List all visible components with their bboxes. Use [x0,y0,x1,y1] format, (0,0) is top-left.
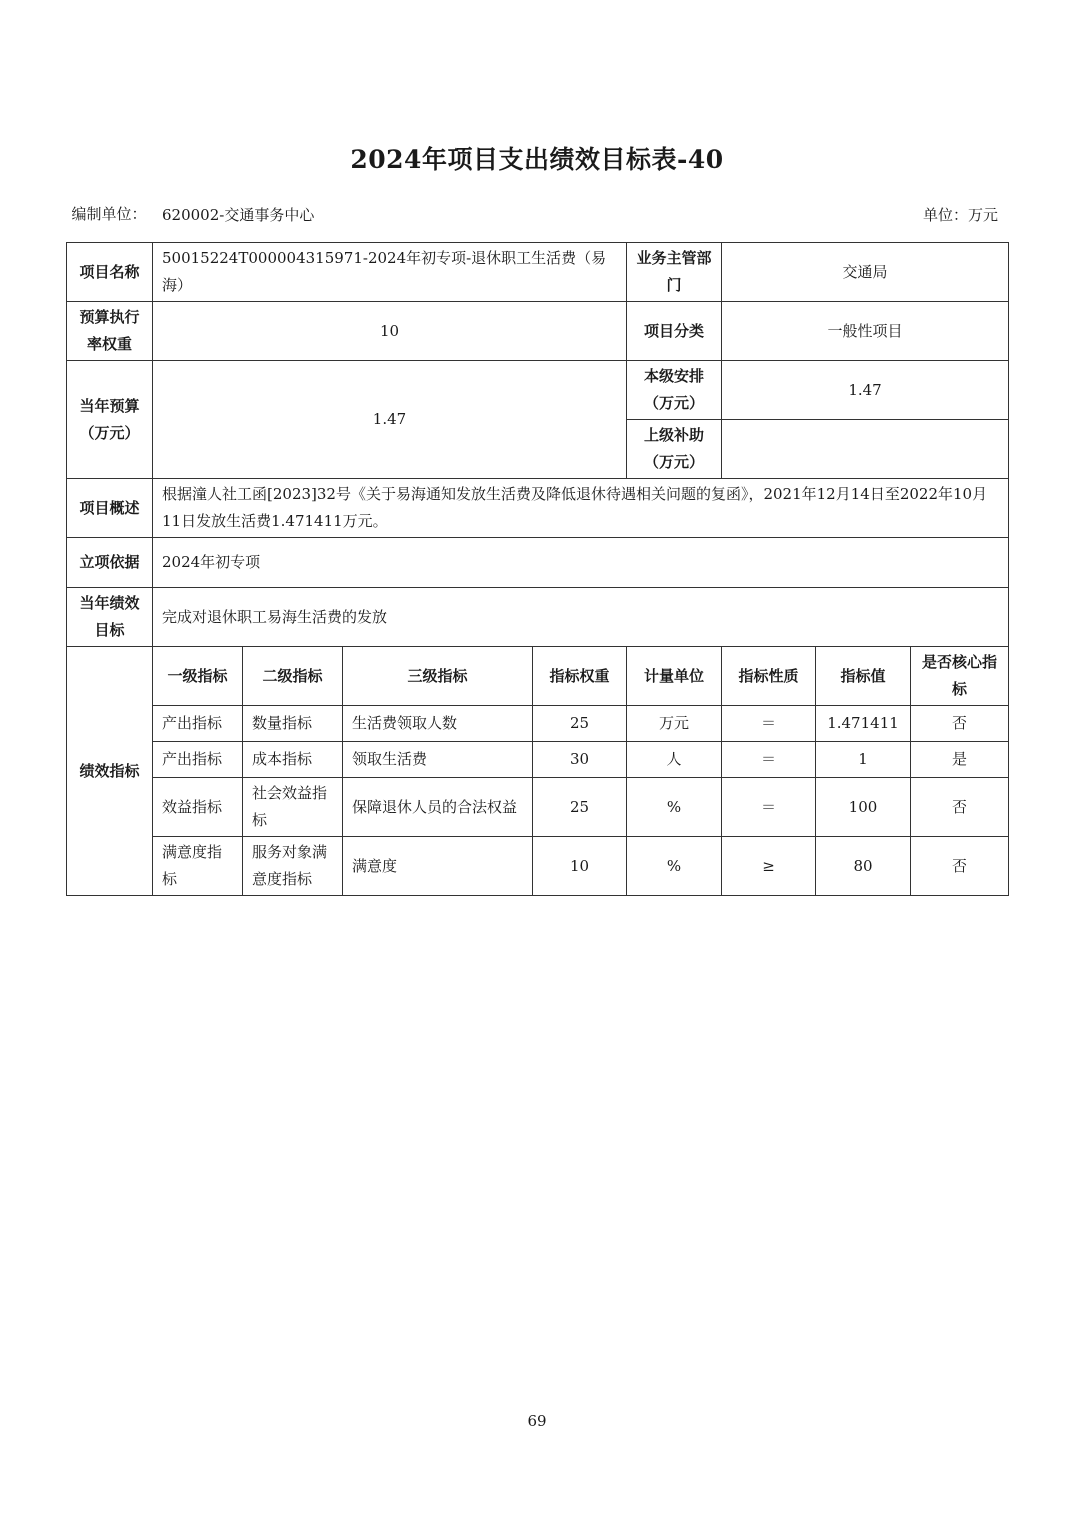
budget-label: 当年预算（万元） [67,361,153,479]
unit-cell: 人 [627,742,722,778]
weight-value: 10 [153,302,627,361]
level3-cell: 生活费领取人数 [343,706,533,742]
dept-value: 交通局 [722,243,1009,302]
overview-value: 根据潼人社工函[2023]32号《关于易海通知发放生活费及降低退休待遇相关问题的复函》，2021年12月14日至2022年10月11日发放生活费1.471411万元。 [153,479,1009,538]
nature-cell: ＝ [722,742,816,778]
indicator-header: 一级指标 [153,647,243,706]
indicator-header: 是否核心指标 [911,647,1009,706]
indicator-header: 三级指标 [343,647,533,706]
value-cell: 100 [816,778,911,837]
table-row [67,837,1009,896]
value-cell: 80 [816,837,911,896]
level1-cell: 产出指标 [153,742,243,778]
table-row [67,778,1009,837]
page-number: 69 [527,1412,547,1430]
compiling-unit-value: 620002-交通事务中心 [162,205,315,224]
weight-cell: 10 [533,837,627,896]
value-cell: 1.471411 [816,706,911,742]
level1-cell: 满意度指标 [153,837,243,896]
overview-label: 项目概述 [67,479,153,538]
table-meta [66,186,1008,242]
basis-value: 2024年初专项 [153,538,1009,588]
core-cell: 否 [911,778,1009,837]
category-value: 一般性项目 [722,302,1009,361]
indicator-header: 指标性质 [722,647,816,706]
level2-cell: 成本指标 [243,742,343,778]
currency-unit: 单位：万元 [922,205,998,224]
level1-cell: 效益指标 [153,778,243,837]
indicator-header: 指标权重 [533,647,627,706]
level1-cell: 产出指标 [153,706,243,742]
unit-cell: % [627,778,722,837]
level3-cell: 满意度 [343,837,533,896]
category-label: 项目分类 [627,302,722,361]
compiling-unit-label: 编制单位： [71,205,147,223]
performance-table [66,242,1009,896]
page-title: 2024年项目支出绩效目标表-40 [350,145,724,174]
level3-cell: 领取生活费 [343,742,533,778]
goal-value: 完成对退休职工易海生活费的发放 [153,588,1009,647]
core-cell: 否 [911,706,1009,742]
local-value: 1.47 [722,361,1009,420]
project-name-value: 50015224T000004315971-2024年初专项-退休职工生活费（易海） [153,243,627,302]
weight-cell: 30 [533,742,627,778]
weight-label: 预算执行率权重 [67,302,153,361]
nature-cell: ≥ [722,837,816,896]
level2-cell: 社会效益指标 [243,778,343,837]
weight-cell: 25 [533,706,627,742]
indicators-label: 绩效指标 [67,647,153,896]
local-label: 本级安排（万元） [627,361,722,420]
indicator-header: 指标值 [816,647,911,706]
basis-label: 立项依据 [67,538,153,588]
table-row [67,742,1009,778]
level2-cell: 数量指标 [243,706,343,742]
nature-cell: ＝ [722,778,816,837]
indicator-header: 计量单位 [627,647,722,706]
value-cell: 1 [816,742,911,778]
core-cell: 是 [911,742,1009,778]
unit-cell: % [627,837,722,896]
level2-cell: 服务对象满意度指标 [243,837,343,896]
budget-value: 1.47 [153,361,627,479]
indicator-header: 二级指标 [243,647,343,706]
project-name-label: 项目名称 [67,243,153,302]
upper-label: 上级补助（万元） [627,420,722,479]
goal-label: 当年绩效目标 [67,588,153,647]
core-cell: 否 [911,837,1009,896]
level3-cell: 保障退休人员的合法权益 [343,778,533,837]
weight-cell: 25 [533,778,627,837]
nature-cell: ＝ [722,706,816,742]
table-row [67,706,1009,742]
upper-value [722,420,1009,479]
dept-label: 业务主管部门 [627,243,722,302]
unit-cell: 万元 [627,706,722,742]
